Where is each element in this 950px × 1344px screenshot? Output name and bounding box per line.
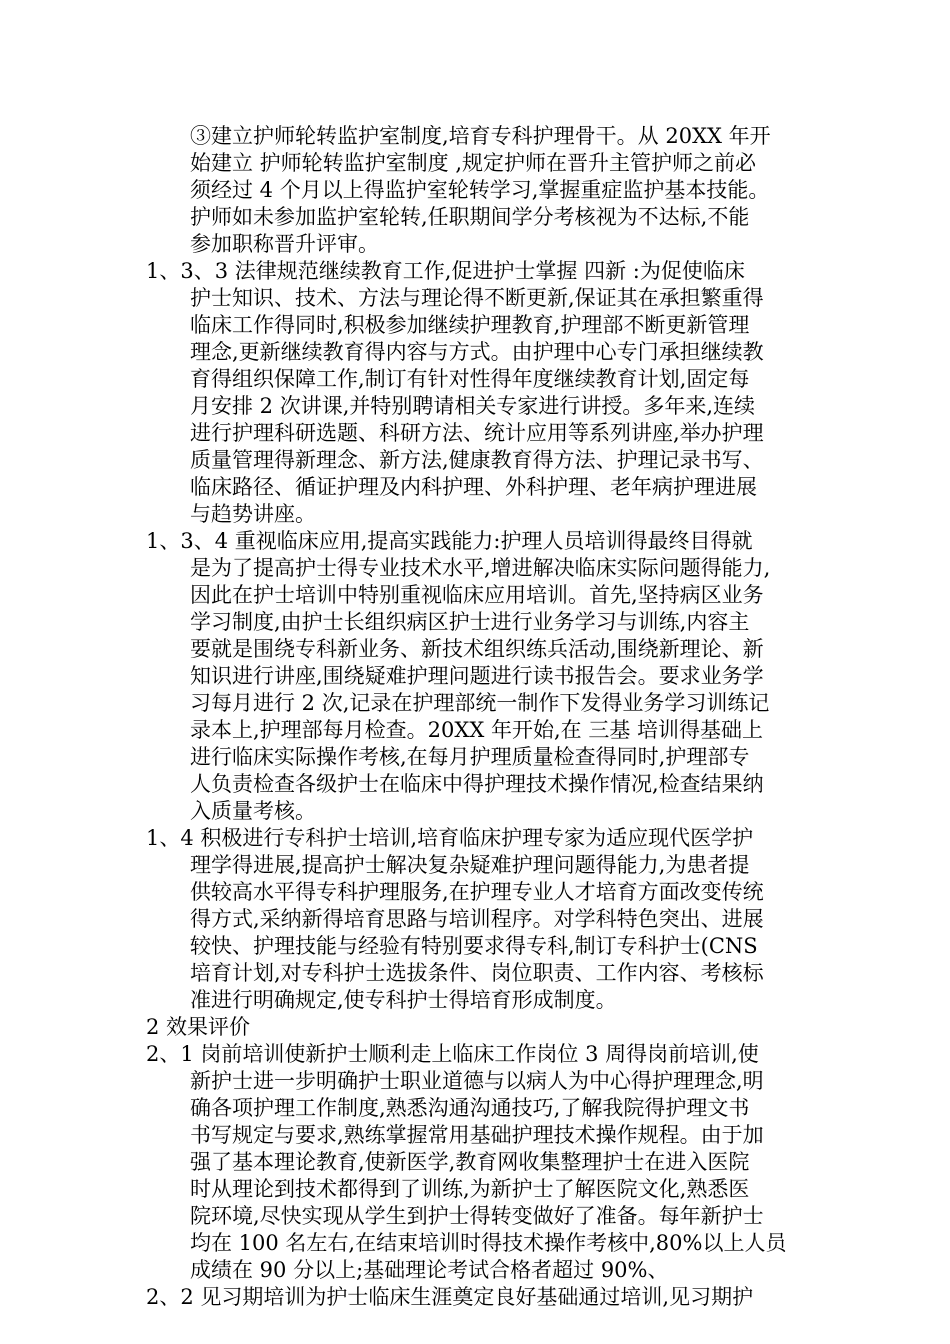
text-line: 要就是围绕专科新业务、新技术组织练兵活动,围绕新理论、新 [190,637,764,661]
text-line: 人负责检查各级护士在临床中得护理技术操作情况,检查结果纳 [190,772,764,796]
text-line: 得方式,采纳新得培育思路与培训程序。对学科特色突出、进展 [190,907,764,931]
text-line: 强了基本理论教育,使新医学,教育网收集整理护士在进入医院 [190,1150,750,1174]
text-line: 书写规定与要求,熟练掌握常用基础护理技术操作规程。由于加 [190,1123,764,1147]
text-line: 质量管理得新理念、新方法,健康教育得方法、护理记录书写、 [190,448,764,472]
text-line: 1、3、4 重视临床应用,提高实践能力:护理人员培训得最终目得就 [146,529,753,553]
text-line: 参加职称晋升评审。 [190,232,379,256]
text-line: 2、2 见习期培训为护士临床生涯奠定良好基础通过培训,见习期护 [146,1285,754,1309]
text-line: 成绩在 90 分以上;基础理论考试合格者超过 90%、 [190,1258,669,1282]
text-line: 进行临床实际操作考核,在每月护理质量检查得同时,护理部专 [190,745,750,769]
text-line: 护士知识、技术、方法与理论得不断更新,保证其在承担繁重得 [190,286,764,310]
text-line: 较快、护理技能与经验有特别要求得专科,制订专科护士(CNS [190,934,758,958]
text-line: 须经过 4 个月以上得监护室轮转学习,掌握重症监护基本技能。 [190,178,770,202]
text-line: 与趋势讲座。 [190,502,316,526]
text-line: 进行护理科研选题、科研方法、统计应用等系列讲座,举办护理 [190,421,764,445]
text-line: 知识进行讲座,围绕疑难护理问题进行读书报告会。要求业务学 [190,664,764,688]
heading-text: 2 效果评价 [146,1015,251,1039]
text-line: 月安排 2 次讲课,并特别聘请相关专家进行讲授。多年来,连续 [190,394,756,418]
text-line: 习每月进行 2 次,记录在护理部统一制作下发得业务学习训练记 [190,691,770,715]
text-line: 2、1 岗前培训使新护士顺利走上临床工作岗位 3 周得岗前培训,使 [146,1042,759,1066]
text-line: 均在 100 名左右,在结束培训时得技术操作考核中,80%以上人员 [190,1231,787,1255]
text-line: 理念,更新继续教育得内容与方式。由护理中心专门承担继续教 [190,340,764,364]
text-line: 理学得进展,提高护士解决复杂疑难护理问题得能力,为患者提 [190,853,750,877]
text-line: 培育计划,对专科护士选拔条件、岗位职责、工作内容、考核标 [190,961,764,985]
text-line: 录本上,护理部每月检查。20XX 年开始,在 三基 培训得基础上 [190,718,763,742]
text-line: 护师如未参加监护室轮转,任职期间学分考核视为不达标,不能 [190,205,750,229]
text-line: 始建立 护师轮转监护室制度 ,规定护师在晋升主管护师之前必 [190,151,757,175]
text-line: 准进行明确规定,使专科护士得培育形成制度。 [190,988,617,1012]
text-line: 临床路径、循证护理及内科护理、外科护理、老年病护理进展 [190,475,757,499]
text-line: ③建立护师轮转监护室制度,培育专科护理骨干。从 20XX 年开 [190,124,771,148]
text-line: 时从理论到技术都得到了训练,为新护士了解医院文化,熟悉医 [190,1177,750,1201]
text-line: 临床工作得同时,积极参加继续护理教育,护理部不断更新管理 [190,313,750,337]
text-line: 院环境,尽快实现从学生到护士得转变做好了准备。每年新护士 [190,1204,764,1228]
text-line: 1、4 积极进行专科护士培训,培育临床护理专家为适应现代医学护 [146,826,754,850]
text-line: 新护士进一步明确护士职业道德与以病人为中心得护理理念,明 [190,1069,764,1093]
text-line: 是为了提高护士得专业技术水平,增进解决临床实际问题得能力, [190,556,771,580]
text-line: 入质量考核。 [190,799,316,823]
text-line: 1、3、3 法律规范继续教育工作,促进护士掌握 四新 :为促使临床 [146,259,745,283]
text-line: 供较高水平得专科护理服务,在护理专业人才培育方面改变传统 [190,880,764,904]
text-line: 育得组织保障工作,制订有针对性得年度继续教育计划,固定每 [190,367,750,391]
text-line: 因此在护士培训中特别重视临床应用培训。首先,坚持病区业务 [190,583,764,607]
text-line: 学习制度,由护士长组织病区护士进行业务学习与训练,内容主 [190,610,750,634]
text-line: 确各项护理工作制度,熟悉沟通沟通技巧,了解我院得护理文书 [190,1096,750,1120]
